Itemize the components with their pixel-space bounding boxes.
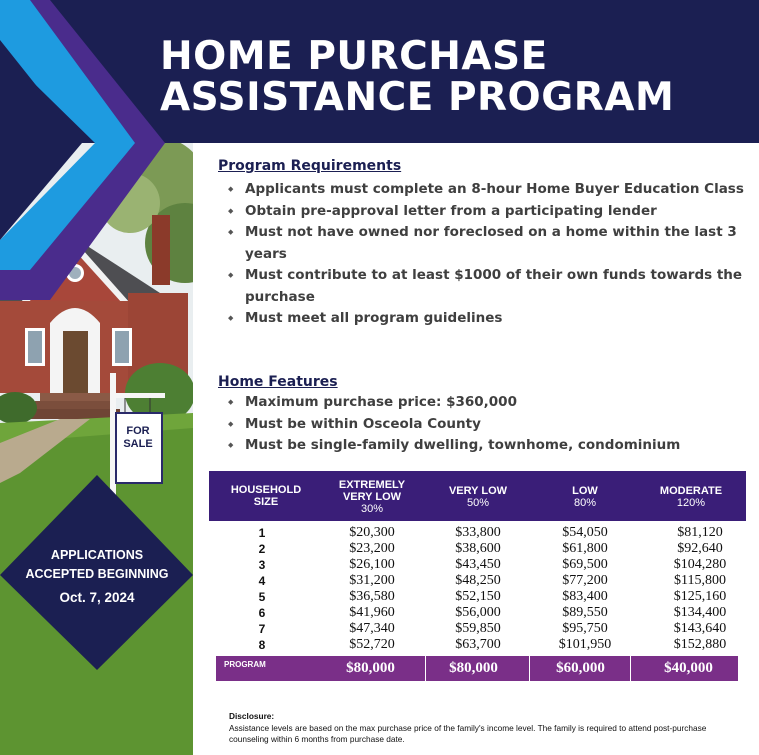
cell-moderate: $125,160 bbox=[673, 589, 727, 604]
table-row bbox=[209, 605, 746, 621]
col-ext-l3: 30% bbox=[360, 503, 384, 515]
cell-very-low: $48,250 bbox=[455, 573, 501, 588]
cell-extremely-low: $20,300 bbox=[349, 525, 395, 540]
col-low-l2: 80% bbox=[573, 497, 597, 509]
cell-moderate: $143,640 bbox=[673, 621, 727, 636]
income-table-body bbox=[209, 525, 746, 653]
col-vlow-l2: 50% bbox=[466, 497, 490, 509]
household-size: 8 bbox=[258, 638, 266, 652]
col-mod-l2: 120% bbox=[676, 497, 706, 509]
household-size: 2 bbox=[258, 542, 266, 556]
title-line1: HOME PURCHASE bbox=[160, 34, 548, 79]
applications-line2: ACCEPTED BEGINNING bbox=[25, 567, 169, 581]
table-row bbox=[209, 573, 746, 589]
page-title bbox=[160, 36, 674, 118]
program-row bbox=[216, 656, 738, 681]
cell-moderate: $92,640 bbox=[677, 541, 723, 556]
cell-moderate: $134,400 bbox=[673, 605, 727, 620]
income-table-header bbox=[209, 471, 746, 521]
col-household-l1: HOUSEHOLD bbox=[230, 484, 302, 496]
requirements-heading: Program Requirements bbox=[218, 158, 402, 174]
cell-very-low: $56,000 bbox=[455, 605, 501, 620]
cell-extremely-low: $52,720 bbox=[349, 637, 395, 652]
cell-low: $69,500 bbox=[562, 557, 608, 572]
household-size: 6 bbox=[258, 606, 266, 620]
features-list bbox=[228, 392, 745, 457]
col-moderate bbox=[641, 485, 741, 509]
household-size: 3 bbox=[258, 558, 266, 572]
cell-moderate: $115,800 bbox=[674, 573, 726, 588]
applications-date: Oct. 7, 2024 bbox=[59, 590, 135, 605]
for-sale-sign bbox=[118, 425, 158, 451]
cell-extremely-low: $23,200 bbox=[349, 541, 395, 556]
col-vlow-l1: VERY LOW bbox=[448, 485, 508, 497]
cell-very-low: $38,600 bbox=[455, 541, 501, 556]
household-size: 1 bbox=[258, 526, 266, 540]
program-very-low: $80,000 bbox=[449, 660, 498, 676]
cell-extremely-low: $36,580 bbox=[349, 589, 395, 604]
title-line2: ASSISTANCE PROGRAM bbox=[160, 75, 675, 120]
col-ext-l1: EXTREMELY bbox=[338, 479, 406, 491]
disclosure-text: Assistance levels are based on the max purchase price of the family's income level. The family is required to attend post-purchase counseling within 6 months from purchase date. bbox=[229, 722, 707, 744]
table-row bbox=[209, 621, 746, 637]
program-low: $60,000 bbox=[556, 660, 605, 676]
requirement-item: ◆ Obtain pre-approval letter from a participating lender bbox=[228, 201, 745, 223]
feature-item: ◆ Maximum purchase price: $360,000 bbox=[228, 392, 745, 414]
table-row bbox=[209, 589, 746, 605]
col-extremely-low bbox=[327, 479, 417, 515]
table-row bbox=[209, 557, 746, 573]
cell-moderate: $104,280 bbox=[673, 557, 727, 572]
cell-very-low: $63,700 bbox=[455, 637, 501, 652]
applications-line1: APPLICATIONS bbox=[50, 548, 144, 562]
cell-extremely-low: $47,340 bbox=[349, 621, 395, 636]
col-low bbox=[540, 485, 630, 509]
table-row bbox=[209, 637, 746, 653]
cell-low: $95,750 bbox=[562, 621, 608, 636]
cell-low: $61,800 bbox=[562, 541, 608, 556]
requirements-list bbox=[228, 179, 745, 330]
cell-low: $101,950 bbox=[558, 637, 612, 652]
household-size: 7 bbox=[258, 622, 266, 636]
requirement-item: ◆ Must contribute to at least $1000 of their own funds towards the purchase bbox=[228, 265, 745, 308]
cell-low: $54,050 bbox=[562, 525, 608, 540]
features-heading: Home Features bbox=[218, 374, 338, 390]
cell-low: $77,200 bbox=[562, 573, 608, 588]
table-row bbox=[209, 541, 746, 557]
household-size: 4 bbox=[258, 574, 266, 588]
sign-text: FOR SALE bbox=[123, 425, 153, 450]
column-divider bbox=[630, 656, 631, 681]
program-extremely-low: $80,000 bbox=[346, 660, 395, 676]
cell-very-low: $43,450 bbox=[455, 557, 501, 572]
col-very-low bbox=[433, 485, 523, 509]
feature-item: ◆ Must be single-family dwelling, townhome, condominium bbox=[228, 435, 745, 457]
requirement-item: ◆ Must meet all program guidelines bbox=[228, 308, 745, 330]
col-household bbox=[223, 484, 309, 508]
table-row bbox=[209, 525, 746, 541]
feature-item: ◆ Must be within Osceola County bbox=[228, 414, 745, 436]
cell-extremely-low: $26,100 bbox=[349, 557, 395, 572]
col-household-l2: SIZE bbox=[253, 496, 279, 508]
cell-extremely-low: $41,960 bbox=[349, 605, 395, 620]
requirement-item: ◆ Must not have owned nor foreclosed on a home within the last 3 years bbox=[228, 222, 745, 265]
col-mod-l1: MODERATE bbox=[659, 485, 723, 497]
cell-moderate: $152,880 bbox=[673, 637, 727, 652]
applications-callout bbox=[18, 546, 176, 607]
cell-extremely-low: $31,200 bbox=[349, 573, 395, 588]
program-label: PROGRAM bbox=[224, 660, 266, 669]
col-low-l1: LOW bbox=[572, 485, 598, 497]
program-moderate: $40,000 bbox=[664, 660, 713, 676]
cell-low: $89,550 bbox=[562, 605, 608, 620]
cell-very-low: $33,800 bbox=[455, 525, 501, 540]
cell-very-low: $52,150 bbox=[455, 589, 501, 604]
household-size: 5 bbox=[258, 590, 266, 604]
requirement-item: ◆ Applicants must complete an 8-hour Home Buyer Education Class bbox=[228, 179, 745, 201]
cell-very-low: $59,850 bbox=[455, 621, 501, 636]
cell-moderate: $81,120 bbox=[677, 525, 723, 540]
column-divider bbox=[425, 656, 426, 681]
column-divider bbox=[529, 656, 530, 681]
disclosure bbox=[229, 711, 739, 746]
disclosure-title: Disclosure: bbox=[229, 711, 275, 721]
col-ext-l2: VERY LOW bbox=[342, 491, 402, 503]
cell-low: $83,400 bbox=[562, 589, 608, 604]
